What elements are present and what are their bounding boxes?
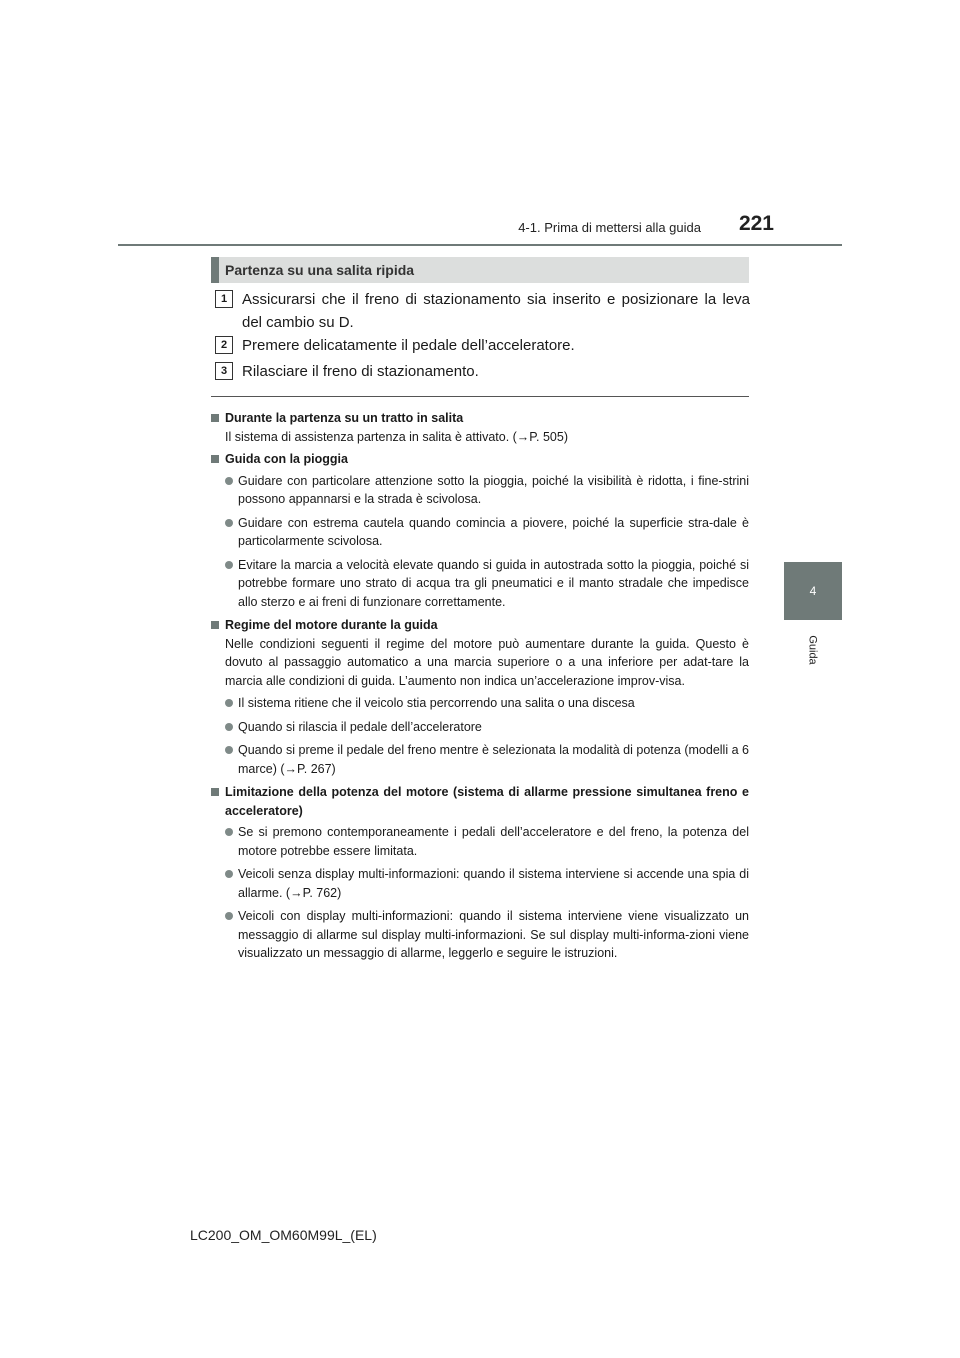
chapter-number: 4 (809, 584, 817, 598)
list-item: Quando si rilascia il pedale dell’acceleratore (211, 718, 749, 737)
step-1 (215, 288, 750, 334)
circle-bullet-icon (225, 746, 233, 754)
section-heading-bar (211, 257, 219, 283)
list-item: Guidare con estrema cautela quando comincia a piovere, poiché la superficie stra-dale è particolarmente scivolosa. (211, 514, 749, 551)
step-number-badge: 1 (215, 290, 233, 308)
list-item: Veicoli con display multi-informazioni: quando il sistema interviene viene visualizzato un messaggio di allarme sul display multi-informazioni. Se sul display multi-informa-zioni viene visualizzato un messaggio di allarme, leggerlo e seguire le istruzioni. (211, 907, 749, 963)
section-title: Partenza su una salita ripida (225, 262, 415, 278)
square-bullet-icon (211, 788, 219, 796)
note-heading: Regime del motore durante la guida (211, 616, 749, 635)
circle-bullet-icon (225, 477, 233, 485)
circle-bullet-icon (225, 699, 233, 707)
notes-block (211, 405, 749, 968)
square-bullet-icon (211, 455, 219, 463)
step-text: Premere delicatamente il pedale dell’acceleratore. (242, 337, 575, 354)
step-number-badge: 3 (215, 362, 233, 380)
list-item: Se si premono contemporaneamente i pedali dell’acceleratore e del freno, la potenza del motore potrebbe essere limitata. (211, 823, 749, 860)
section-heading (211, 257, 749, 283)
step-3 (215, 360, 750, 383)
header-rule (118, 244, 842, 246)
list-item: Il sistema ritiene che il veicolo stia percorrendo una salita o una discesa (211, 694, 749, 713)
step-text: Rilasciare il freno di stazionamento. (242, 363, 479, 380)
step-number-badge: 2 (215, 336, 233, 354)
note-heading: Limitazione della potenza del motore (sistema di allarme pressione simultanea freno e acceleratore) (211, 783, 749, 820)
page-number: 221 (738, 212, 774, 235)
list-item: Guidare con particolare attenzione sotto la pioggia, poiché la visibilità è ridotta, i fine-strini possono appannarsi e la strada è scivolosa. (211, 472, 749, 509)
circle-bullet-icon (225, 828, 233, 836)
circle-bullet-icon (225, 561, 233, 569)
list-item: Veicoli senza display multi-informazioni: quando il sistema interviene si accende una spia di allarme. (→P. 762) (211, 865, 749, 902)
square-bullet-icon (211, 621, 219, 629)
section-divider (211, 396, 749, 397)
square-bullet-icon (211, 414, 219, 422)
note-text: Nelle condizioni seguenti il regime del motore può aumentare durante la guida. Questo è dovuto al passaggio automatico a una marcia superiore o a una inferiore per adat-tare la marcia alle condizioni di guida. L’aumento non indica un’accelerazione improv-visa. (225, 636, 749, 688)
list-item: Quando si preme il pedale del freno mentre è selezionata la modalità di potenza (modelli a 6 marce) (→P. 267) (211, 741, 749, 778)
list-item: Evitare la marcia a velocità elevate quando si guida in autostrada sotto la pioggia, poiché si potrebbe formare uno strato di acqua tra gli pneumatici e il manto stradale che impedisce allo sterzo e ai freni di funzionare correttamente. (211, 556, 749, 612)
circle-bullet-icon (225, 519, 233, 527)
step-2 (215, 334, 750, 357)
chapter-label: Guida (806, 635, 819, 665)
note-heading: Guida con la pioggia (211, 450, 749, 469)
running-header-title: 4-1. Prima di mettersi alla guida (518, 220, 701, 235)
document-code: LC200_OM_OM60M99L_(EL) (190, 1227, 377, 1243)
note-text: Il sistema di assistenza partenza in salita è attivato. (→P. 505) (225, 429, 568, 444)
circle-bullet-icon (225, 912, 233, 920)
chapter-tab[interactable] (784, 562, 842, 620)
step-text: Assicurarsi che il freno di stazionamento sia inserito e posizionare la leva del cambio su D. (242, 291, 750, 331)
circle-bullet-icon (225, 723, 233, 731)
circle-bullet-icon (225, 870, 233, 878)
note-heading: Durante la partenza su un tratto in salita (211, 409, 749, 428)
